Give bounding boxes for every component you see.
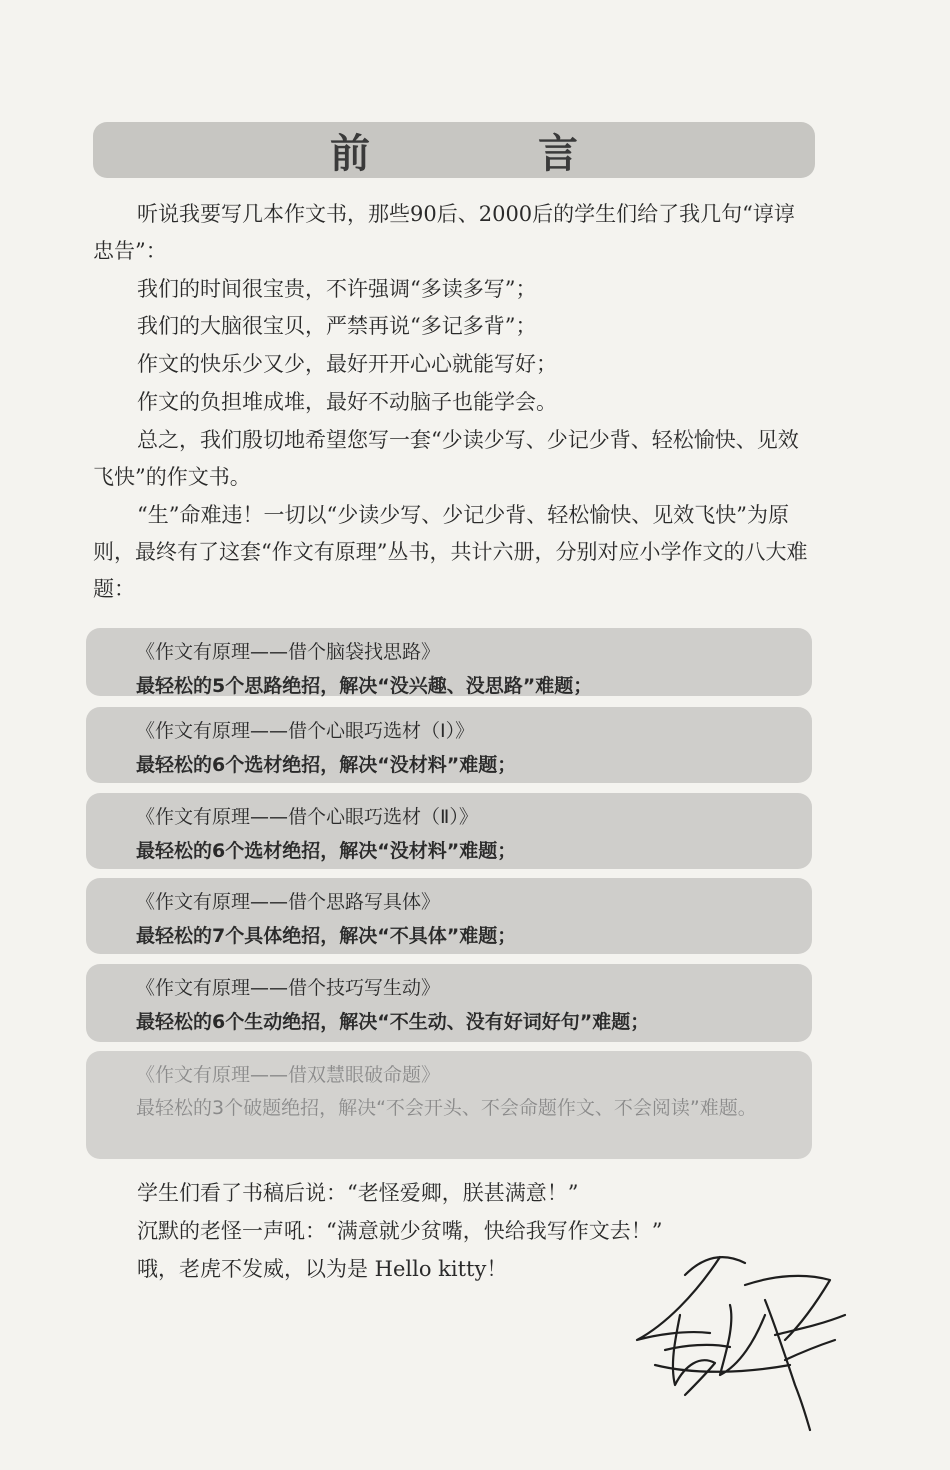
title-banner xyxy=(93,122,815,178)
book-entry-1 xyxy=(86,628,812,696)
outro-line-3: 哦，老虎不发威，以为是 Hello kitty！ xyxy=(137,1257,508,1281)
book-entry-6 xyxy=(86,1051,812,1159)
book-description: 最轻松的3个破题绝招，解决“不会开头、不会命题作文、不会阅读”难题。 xyxy=(136,1097,757,1119)
outro-line-2: 沉默的老怪一声吼：“满意就少贫嘴，快给我写作文去！” xyxy=(137,1219,663,1243)
book-description: 最轻松的6个生动绝招，解决“不生动、没有好词好句”难题； xyxy=(136,1011,650,1033)
intro-line-4: 作文的负担堆成堆，最好不动脑子也能学会。 xyxy=(137,390,557,414)
handwritten-signature xyxy=(625,1245,855,1435)
book-description: 最轻松的6个选材绝招，解决“没材料”难题； xyxy=(136,840,517,862)
outro-line-1: 学生们看了书稿后说：“老怪爱卿，朕甚满意！” xyxy=(137,1181,579,1205)
book-description: 最轻松的6个选材绝招，解决“没材料”难题； xyxy=(136,754,517,776)
book-description: 最轻松的7个具体绝招，解决“不具体”难题； xyxy=(136,925,517,947)
book-entry-2 xyxy=(86,707,812,783)
book-title: 《作文有原理——借个心眼巧选材（Ⅰ）》 xyxy=(136,720,475,742)
book-title: 《作文有原理——借个思路写具体》 xyxy=(136,891,441,913)
book-entry-4 xyxy=(86,878,812,954)
intro-line-3: 作文的快乐少又少，最好开开心心就能写好； xyxy=(137,352,557,376)
book-entry-5 xyxy=(86,964,812,1042)
page-title: 前 言 xyxy=(330,130,642,177)
intro-paragraph-1: 听说我要写几本作文书，那些90后、2000后的学生们给了我几句“谆谆忠告”： xyxy=(93,202,795,263)
book-title: 《作文有原理——借个心眼巧选材（Ⅱ）》 xyxy=(136,806,478,828)
intro-paragraph-3: “生”命难违！一切以“少读少写、少记少背、轻松愉快、见效飞快”为原则，最终有了这套“作文有原理”丛书，共计六册，分别对应小学作文的八大难题： xyxy=(93,503,808,601)
intro-paragraph-2: 总之，我们殷切地希望您写一套“少读少写、少记少背、轻松愉快、见效飞快”的作文书。 xyxy=(93,428,799,489)
intro-line-2: 我们的大脑很宝贝，严禁再说“多记多背”； xyxy=(137,314,537,338)
book-entry-3 xyxy=(86,793,812,869)
book-description: 最轻松的5个思路绝招，解决“没兴趣、没思路”难题； xyxy=(136,675,593,697)
book-title: 《作文有原理——借双慧眼破命题》 xyxy=(136,1064,441,1086)
book-title: 《作文有原理——借个技巧写生动》 xyxy=(136,977,441,999)
intro-line-1: 我们的时间很宝贵，不许强调“多读多写”； xyxy=(137,277,537,301)
book-title: 《作文有原理——借个脑袋找思路》 xyxy=(136,641,441,663)
